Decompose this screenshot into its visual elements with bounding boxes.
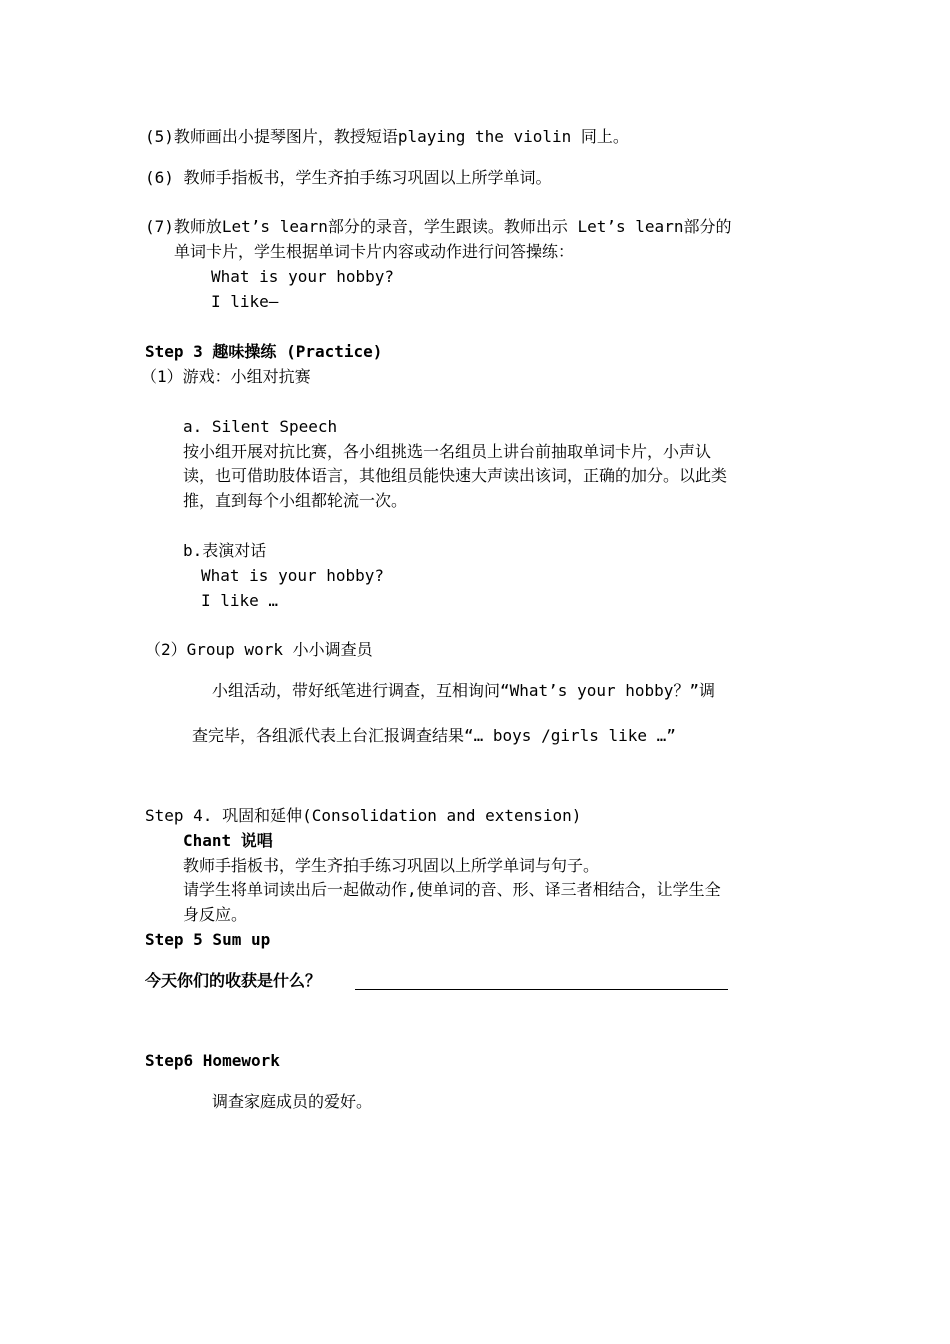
step3-b-answer: I like …	[201, 591, 279, 610]
step3-b-title: b.表演对话	[183, 541, 267, 560]
step3-group-desc-1: 小组活动，带好纸笔进行调查，互相询问“What’s your hobby？”调	[212, 681, 716, 700]
step3-a-desc-2: 读，也可借助肢体语言，其他组员能快速大声读出该词，正确的加分。以此类	[183, 466, 728, 485]
step5-question: 今天你们的收获是什么？	[145, 971, 322, 990]
step3-heading: Step 3 趣味操练 (Practice)	[145, 342, 383, 361]
step3-a-desc-3: 推，直到每个小组都轮流一次。	[183, 491, 408, 510]
answer-blank-line	[355, 989, 728, 990]
step4-heading: Step 4. 巩固和延伸(Consolidation and extension)	[145, 806, 582, 825]
step6-heading: Step6 Homework	[145, 1051, 280, 1070]
step4-desc-1: 教师手指板书，学生齐拍手练习巩固以上所学单词与句子。	[183, 856, 600, 875]
step2-item-7-line-1: (7)教师放Let’s learn部分的录音，学生跟读。教师出示 Let’s learn部分的	[145, 217, 732, 236]
step2-item-5: (5)教师画出小提琴图片，教授短语playing the violin 同上。	[145, 127, 629, 146]
step3-a-title: a. Silent Speech	[183, 417, 338, 436]
step3-game-title: （1）游戏：小组对抗赛	[141, 367, 311, 386]
step2-item-7-line-2: 单词卡片，学生根据单词卡片内容或动作进行问答操练：	[174, 242, 575, 261]
step3-group-desc-2: 查完毕，各组派代表上台汇报调查结果“… boys /girls like …”	[192, 726, 676, 745]
step2-question: What is your hobby?	[211, 267, 395, 286]
step2-item-6: (6) 教师手指板书，学生齐拍手练习巩固以上所学单词。	[145, 168, 552, 187]
step3-a-desc-1: 按小组开展对抗比赛，各小组挑选一名组员上讲台前抽取单词卡片，小声认	[183, 442, 712, 461]
step3-group-title: （2）Group work 小小调查员	[145, 640, 373, 659]
step5-heading: Step 5 Sum up	[145, 930, 271, 949]
step4-chant: Chant 说唱	[183, 831, 273, 850]
step2-answer: I like—	[211, 292, 279, 311]
step4-desc-3: 身反应。	[183, 905, 248, 924]
step3-b-question: What is your hobby?	[201, 566, 385, 585]
step6-task: 调查家庭成员的爱好。	[212, 1092, 373, 1111]
step4-desc-2: 请学生将单词读出后一起做动作,使单词的音、形、译三者相结合，让学生全	[183, 880, 721, 899]
